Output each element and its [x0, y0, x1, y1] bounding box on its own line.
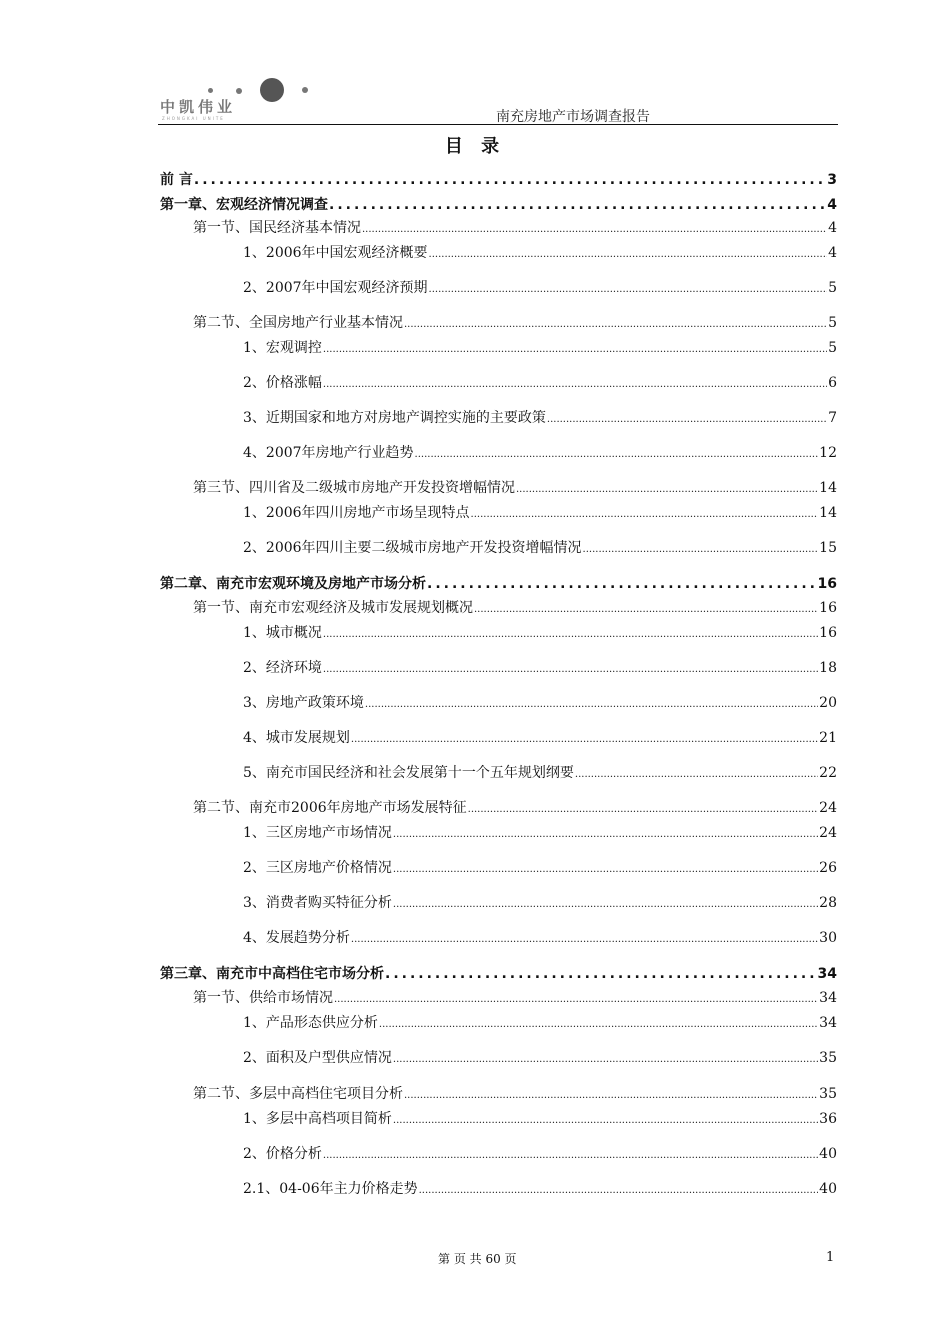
toc-entry-page: 14: [819, 480, 837, 496]
page-count-text: 第 页 共 60 页: [438, 1252, 517, 1266]
dot-leader: [194, 170, 826, 190]
toc-entry-page: 20: [819, 695, 837, 711]
toc-entry-label: 1、三区房地产市场情况: [243, 825, 392, 841]
toc-entry-page: 16: [817, 576, 837, 592]
toc-entry-chapter-1[interactable]: [160, 195, 837, 215]
dot-leader: [468, 798, 819, 820]
toc-entry-item[interactable]: [243, 728, 837, 748]
toc-entry-page: 34: [819, 1015, 837, 1031]
toc-entry-page: 16: [819, 625, 837, 641]
toc-entry-item[interactable]: [243, 763, 837, 783]
dot-leader: [516, 478, 818, 500]
header-rule: [158, 124, 838, 125]
toc-entry-page: 24: [819, 800, 837, 816]
toc-entry-item[interactable]: [243, 1144, 837, 1164]
dot-leader: [427, 574, 817, 594]
toc-entry-page: 5: [828, 340, 837, 356]
dot-leader: [415, 443, 819, 465]
toc-entry-label: 1、多层中高档项目简析: [243, 1111, 392, 1127]
toc-entry-label: 3、近期国家和地方对房地产调控实施的主要政策: [243, 410, 546, 426]
dot-leader: [393, 893, 818, 915]
toc-entry-item[interactable]: [243, 443, 837, 463]
dot-leader: [393, 1109, 818, 1131]
toc-entry-label: 4、2007年房地产行业趋势: [243, 445, 414, 461]
toc-entry-page: 30: [819, 930, 837, 946]
toc-entry-section[interactable]: [193, 988, 837, 1008]
toc-entry-section[interactable]: [193, 218, 837, 238]
toc-entry-label: 第二节、全国房地产行业基本情况: [193, 315, 403, 331]
toc-entry-label: 1、2006年四川房地产市场呈现特点: [243, 505, 470, 521]
toc-entry-page: 40: [819, 1146, 837, 1162]
toc-entry-label: 2、2007年中国宏观经济预期: [243, 280, 428, 296]
logo-dot-1: [208, 88, 213, 93]
toc-entry-label: 2、价格分析: [243, 1146, 322, 1162]
page-header: [158, 68, 838, 126]
toc-entry-label: 第三节、四川省及二级城市房地产开发投资增幅情况: [193, 480, 515, 496]
toc-entry-label: 第三章、南充市中高档住宅市场分析: [160, 966, 384, 982]
toc-entry-item[interactable]: [243, 1179, 837, 1199]
toc-entry-item[interactable]: [243, 693, 837, 713]
dot-leader: [351, 728, 818, 750]
logo-dot-2: [236, 88, 242, 94]
toc-entry-page: 5: [828, 280, 837, 296]
toc-entry-item[interactable]: [243, 893, 837, 913]
dot-leader: [404, 313, 827, 335]
toc-entry-label: 第一节、国民经济基本情况: [193, 220, 361, 236]
toc-entry-item[interactable]: [243, 408, 837, 428]
toc-title: 目 录: [444, 136, 506, 157]
toc-entry-page: 35: [819, 1050, 837, 1066]
toc-entry-label: 第一章、宏观经济情况调查: [160, 197, 328, 213]
toc-entry-page: 6: [828, 375, 837, 391]
toc-entry-page: 16: [819, 600, 837, 616]
toc-entry-label: 第一节、供给市场情况: [193, 990, 333, 1006]
dot-leader: [393, 1048, 818, 1070]
toc-entry-page: 7: [828, 410, 837, 426]
dot-leader: [323, 658, 818, 680]
toc-entry-item[interactable]: [243, 1109, 837, 1129]
dot-leader: [323, 1144, 818, 1166]
toc-entry-label: 2、面积及户型供应情况: [243, 1050, 392, 1066]
logo-text: 中凯伟业: [160, 98, 237, 116]
logo-dot-3: [260, 78, 284, 102]
toc-entry-label: 2、价格涨幅: [243, 375, 322, 391]
dot-leader: [547, 408, 827, 430]
toc-entry-page: 36: [819, 1111, 837, 1127]
toc-entry-item[interactable]: [243, 338, 837, 358]
toc-entry-item[interactable]: [243, 243, 837, 263]
toc-entry-label: 1、宏观调控: [243, 340, 322, 356]
dot-leader: [474, 598, 818, 620]
toc-entry-page: 22: [819, 765, 837, 781]
toc-entry-label: 4、城市发展规划: [243, 730, 350, 746]
toc-entry-section[interactable]: [193, 598, 837, 618]
toc-entry-label: 2、2006年四川主要二级城市房地产开发投资增幅情况: [243, 540, 582, 556]
logo-subtext: ZHONGKAI UNITE: [162, 116, 225, 121]
toc-entry-label: 4、发展趋势分析: [243, 930, 350, 946]
toc-entry-item[interactable]: [243, 538, 837, 558]
toc-entry-page: 12: [819, 445, 837, 461]
dot-leader: [362, 218, 827, 240]
toc-entry-item[interactable]: [243, 658, 837, 678]
toc-entry-section[interactable]: [193, 478, 837, 498]
toc-entry-label: 2、经济环境: [243, 660, 322, 676]
toc-entry-page: 34: [819, 990, 837, 1006]
toc-entry-page: 21: [819, 730, 837, 746]
toc-entry-page: 28: [819, 895, 837, 911]
toc-entry-label: 第一节、南充市宏观经济及城市发展规划概况: [193, 600, 473, 616]
toc-entry-page: 14: [819, 505, 837, 521]
report-title: 南充房地产市场调查报告: [496, 109, 650, 125]
toc-entry-label: 2.1、04-06年主力价格走势: [243, 1181, 418, 1197]
dot-leader: [575, 763, 818, 785]
toc-entry-label: 1、城市概况: [243, 625, 322, 641]
dot-leader: [334, 988, 818, 1010]
toc-entry-item[interactable]: [243, 1013, 837, 1033]
dot-leader: [379, 1013, 818, 1035]
toc-entry-item[interactable]: [243, 278, 837, 298]
toc-entry-item[interactable]: [243, 823, 837, 843]
toc-entry-chapter-3[interactable]: [160, 964, 837, 984]
dot-leader: [393, 823, 818, 845]
logo-dot-4: [302, 87, 308, 93]
dot-leader: [365, 693, 818, 715]
dot-leader: [323, 338, 827, 360]
toc-entry-label: 第二章、南充市宏观环境及房地产市场分析: [160, 576, 426, 592]
toc-entry-section[interactable]: [193, 1084, 837, 1104]
toc-entry-label: 5、南充市国民经济和社会发展第十一个五年规划纲要: [243, 765, 574, 781]
toc-entry-label: 2、三区房地产价格情况: [243, 860, 392, 876]
toc-entry-section[interactable]: [193, 798, 837, 818]
toc-entry-page: 18: [819, 660, 837, 676]
toc-entry-page: 5: [828, 315, 837, 331]
dot-leader: [419, 1179, 819, 1201]
toc-entry-label: 1、2006年中国宏观经济概要: [243, 245, 428, 261]
page-number: 1: [826, 1250, 835, 1265]
dot-leader: [323, 373, 827, 395]
toc-entry-item[interactable]: [243, 1048, 837, 1068]
toc-entry-item[interactable]: [243, 373, 837, 393]
toc-entry-page: 4: [828, 245, 837, 261]
dot-leader: [429, 278, 828, 300]
toc-entry-section[interactable]: [193, 313, 837, 333]
toc-entry-item[interactable]: [243, 503, 837, 523]
toc-entry-page: 4: [827, 197, 837, 213]
dot-leader: [385, 964, 817, 984]
dot-leader: [351, 928, 818, 950]
toc-entry-page: 15: [819, 540, 837, 556]
toc-entry-item[interactable]: [243, 623, 837, 643]
toc-entry-page: 3: [827, 172, 837, 188]
dot-leader: [583, 538, 819, 560]
toc-entry-label: 1、产品形态供应分析: [243, 1015, 378, 1031]
toc-entry-page: 40: [819, 1181, 837, 1197]
toc-entry-item[interactable]: [243, 858, 837, 878]
toc-entry-label: 第二节、多层中高档住宅项目分析: [193, 1086, 403, 1102]
toc-entry-page: 26: [819, 860, 837, 876]
dot-leader: [471, 503, 819, 525]
toc-entry-label: 3、消费者购买特征分析: [243, 895, 392, 911]
toc-entry-label: 3、房地产政策环境: [243, 695, 364, 711]
dot-leader: [393, 858, 818, 880]
company-logo: [160, 74, 320, 122]
dot-leader: [404, 1084, 818, 1106]
dot-leader: [323, 623, 818, 645]
toc-entry-page: 4: [828, 220, 837, 236]
toc-entry-item[interactable]: [243, 928, 837, 948]
dot-leader: [429, 243, 828, 265]
toc-entry-page: 35: [819, 1086, 837, 1102]
toc-entry-page: 34: [817, 966, 837, 982]
toc-entry-label: 前 言: [160, 172, 193, 188]
toc-entry-page: 24: [819, 825, 837, 841]
toc-entry-label: 第二节、南充市2006年房地产市场发展特征: [193, 800, 467, 816]
toc-entry-preface[interactable]: [160, 170, 837, 190]
toc-entry-chapter-2[interactable]: [160, 574, 837, 594]
dot-leader: [329, 195, 826, 215]
